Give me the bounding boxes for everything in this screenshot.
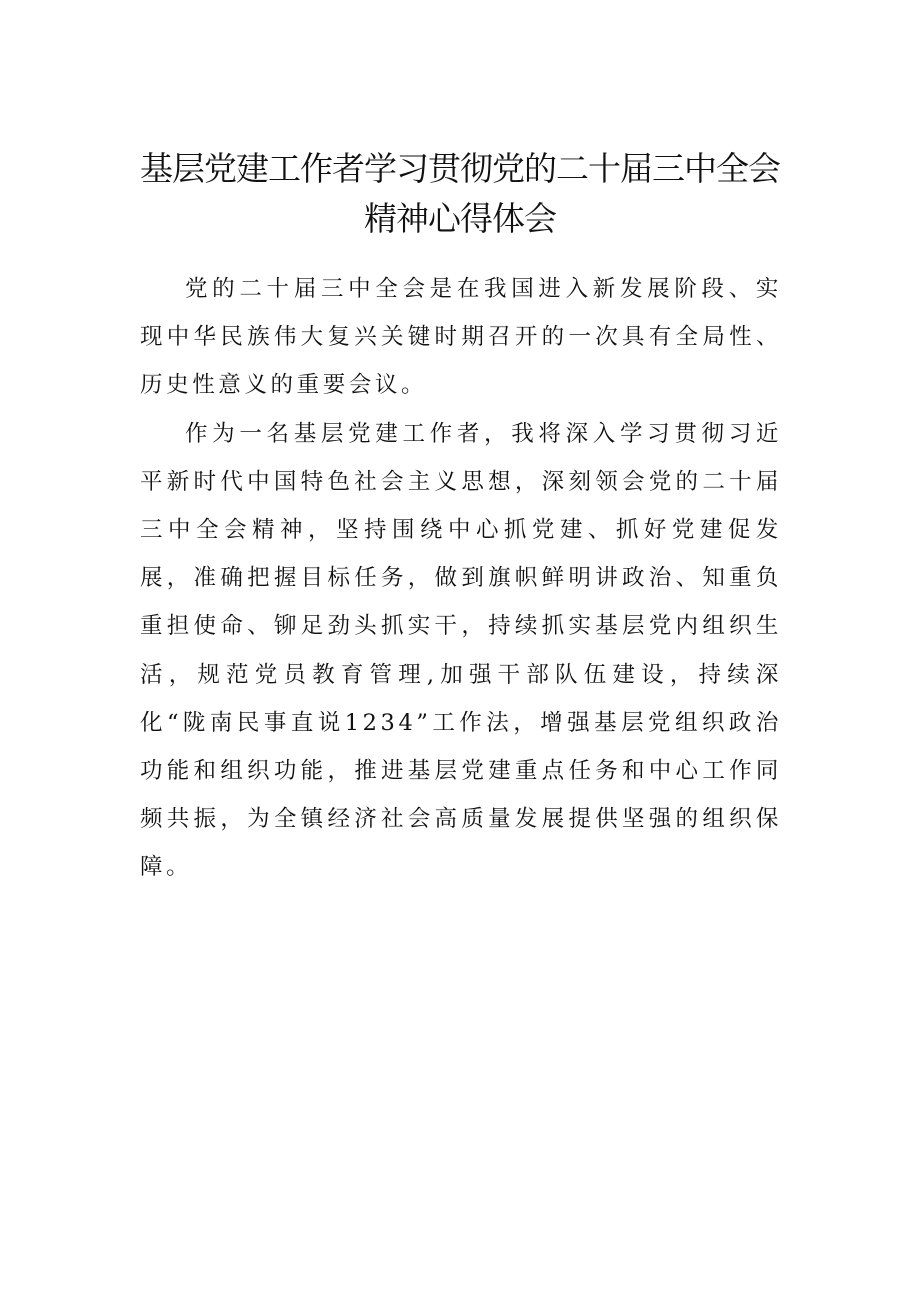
document-title <box>100 144 820 244</box>
paragraph-1: 党的二十届三中全会是在我国进入新发展阶段、实现中华民族伟大复兴关键时期召开的一次具有全局性、历史性意义的重要会议。 <box>140 276 782 399</box>
title-line-2: 精神心得体会 <box>364 199 556 238</box>
paragraph-2: 作为一名基层党建工作者，我将深入学习贯彻习近平新时代中国特色社会主义思想，深刻领会党的二十届三中全会精神，坚持围绕中心抓党建、抓好党建促发展，准确把握目标任务，做到旗帜鲜明讲政治、知重负重担使命、铆足劲头抓实干，持续抓实基层党内组织生活，规范党员教育管理,加强干部队伍建设，持续深化“陇南民事直说1234”工作法，增强基层党组织政治功能和组织功能，推进基层党建重点任务和中心工作同频共振，为全镇经济社会高质量发展提供坚强的组织保障。 <box>140 420 782 881</box>
title-line-1: 基层党建工作者学习贯彻党的二十届三中全会 <box>140 149 780 188</box>
document-body <box>140 265 782 892</box>
